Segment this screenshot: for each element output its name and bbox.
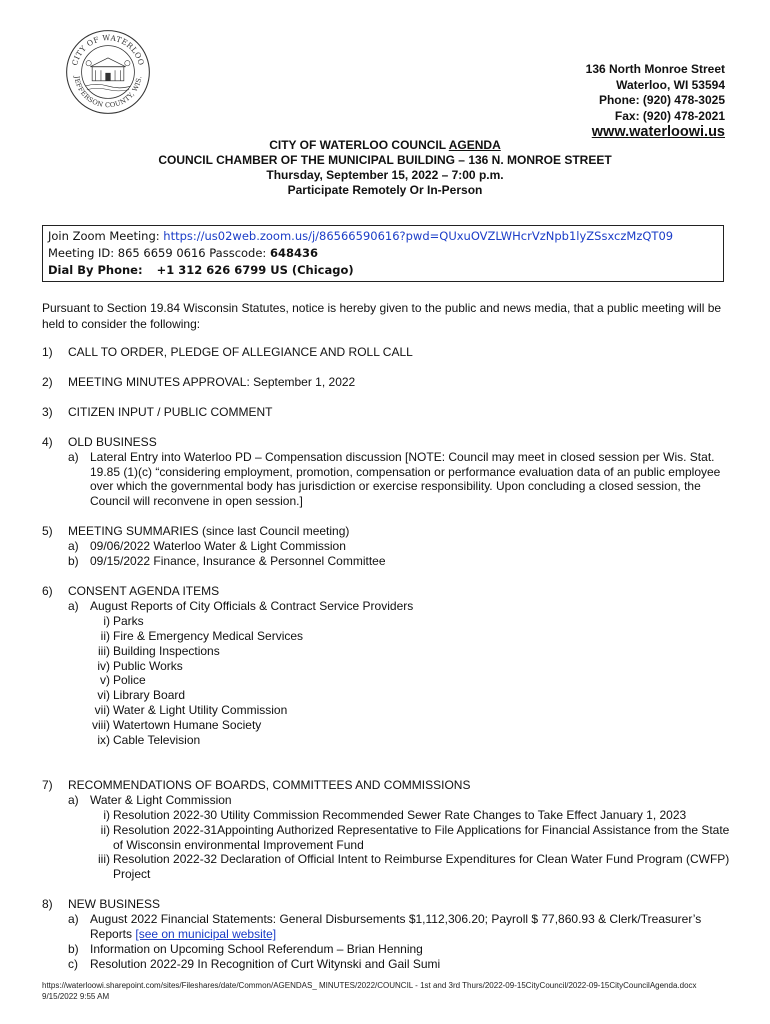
zoom-dial-line [48, 262, 718, 279]
resolution-text: Resolution 2022-31Appointing Authorized Representative to File Applications for Financial Assistance from the State of Wisconsin environmental Improvement Fund [113, 822, 730, 852]
item-number: 7) [42, 777, 53, 792]
fax-number: Fax: (920) 478-2021 [614, 108, 725, 123]
agenda-item-5 [42, 524, 732, 569]
item-number: 4) [42, 434, 53, 449]
zoom-dial-label: Dial By Phone: [48, 263, 143, 277]
resolution-item [90, 852, 732, 882]
agenda-item-3 [42, 405, 732, 420]
sub-item-letter: a) [68, 792, 79, 807]
sub-item [68, 450, 732, 510]
notice-intro: Pursuant to Section 19.84 Wisconsin Statutes, notice is hereby given to the public and news media, that a public meeting will be held to consider the following: [42, 301, 722, 331]
agenda-title [0, 138, 770, 153]
agenda-title-block [0, 138, 770, 198]
sub-item-text: Lateral Entry into Waterloo PD – Compensation discussion [NOTE: Council may meet in closed session per Wis. Stat. 19.85 (1)(c) “considering employment, promotion, compensation or performance evaluation data of an public employee over which the governmental body has jurisdiction or exercise responsibility. Upon concluding a closed session, the Council will reconvene in open session.] [90, 449, 721, 509]
item-number: 2) [42, 374, 53, 389]
city-seal-logo [64, 28, 152, 116]
roman-numeral: iii) [98, 852, 110, 867]
report-item [90, 703, 732, 718]
phone-number: Phone: (920) 478-3025 [598, 93, 725, 107]
roman-numeral: ix) [97, 733, 110, 748]
roman-numeral: ii) [100, 822, 110, 837]
sub-item [68, 539, 732, 554]
sub-item-letter: a) [68, 912, 79, 927]
sub-item [68, 599, 732, 614]
document-footer [42, 980, 697, 1002]
resolution-text: Resolution 2022-32 Declaration of Official Intent to Reimburse Expenditures for Clean Water Fund Program (CWFP) Project [113, 852, 730, 882]
report-item [90, 614, 732, 629]
report-text: Building Inspections [113, 643, 220, 658]
sub-item [68, 554, 732, 569]
sub-item [68, 912, 732, 942]
roman-numeral: iv) [97, 658, 110, 673]
municipal-website-link[interactable]: [see on municipal website] [135, 927, 277, 942]
item-text: CALL TO ORDER, PLEDGE OF ALLEGIANCE AND ROLL CALL [68, 345, 413, 359]
sub-item-text: August Reports of City Officials & Contract Service Providers [90, 598, 414, 613]
city-address-block [586, 62, 725, 141]
item-text: RECOMMENDATIONS OF BOARDS, COMMITTEES AND COMMISSIONS [68, 777, 471, 792]
report-item [90, 673, 732, 688]
resolution-item [90, 808, 732, 823]
roman-numeral: iii) [98, 643, 110, 658]
file-path: https://waterloowi.sharepoint.com/sites/Fileshares/date/Common/AGENDAS_ MINUTES/2022/COUNCIL - 1st and 3rd Thurs/2022-09-15CityCouncil/2022-09-15CityCouncilAgenda.docx [42, 981, 697, 990]
item-text: OLD BUSINESS [68, 434, 157, 449]
zoom-dial-number: +1 312 626 6799 US (Chicago) [156, 263, 354, 277]
item-text: CITIZEN INPUT / PUBLIC COMMENT [68, 404, 273, 419]
sub-item-text: 09/06/2022 Waterloo Water & Light Commission [90, 539, 346, 554]
participation-note: Participate Remotely Or In-Person [287, 183, 483, 197]
roman-numeral: v) [100, 673, 110, 688]
item-number: 6) [42, 583, 53, 598]
sub-item [68, 957, 732, 972]
roman-numeral: vii) [94, 703, 110, 718]
report-text: Public Works [113, 658, 183, 673]
report-text: Police [113, 673, 146, 688]
item-text: MEETING MINUTES APPROVAL: September 1, 2022 [68, 374, 356, 389]
sub-item-text: 09/15/2022 Finance, Insurance & Personnel Committee [90, 554, 386, 569]
report-text: Water & Light Utility Commission [113, 703, 288, 718]
meeting-location: COUNCIL CHAMBER OF THE MUNICIPAL BUILDING – 136 N. MONROE STREET [158, 153, 612, 167]
roman-numeral: vi) [97, 688, 110, 703]
agenda-item-1 [42, 345, 732, 360]
agenda-item-4 [42, 435, 732, 510]
website-link[interactable]: www.waterloowi.us [591, 124, 725, 140]
report-item [90, 718, 732, 733]
report-item [90, 644, 732, 659]
zoom-join-label: Join Zoom Meeting: [48, 229, 164, 243]
item-text: NEW BUSINESS [68, 897, 161, 912]
report-item [90, 733, 732, 748]
meeting-datetime: Thursday, September 15, 2022 – 7:00 p.m. [266, 168, 504, 182]
report-text: Watertown Humane Society [113, 718, 262, 733]
zoom-info-box [42, 225, 724, 282]
item-text: CONSENT AGENDA ITEMS [68, 583, 220, 598]
resolution-item [90, 823, 732, 853]
print-date: 9/15/2022 9:55 AM [42, 992, 110, 1001]
roman-numeral: ii) [100, 628, 110, 643]
report-item [90, 659, 732, 674]
agenda-title-prefix: CITY OF WATERLOO COUNCIL [269, 138, 449, 152]
roman-numeral: viii) [92, 718, 110, 733]
agenda-item-7 [42, 778, 732, 882]
zoom-meeting-id-line [48, 245, 718, 262]
agenda-title-underlined: AGENDA [448, 138, 501, 152]
svg-text:JEFFERSON COUNTY, WIS.: JEFFERSON COUNTY, WIS. [72, 75, 144, 110]
item-number: 1) [42, 345, 53, 359]
agenda-item-2 [42, 375, 732, 390]
sub-item-text: Information on Upcoming School Referendum – Brian Henning [90, 942, 423, 956]
report-text: Library Board [113, 688, 186, 703]
street-address: 136 North Monroe Street [585, 62, 725, 76]
sub-item-letter: a) [68, 449, 79, 464]
item-number: 3) [42, 404, 53, 419]
item-number: 8) [42, 897, 53, 912]
agenda-items [42, 345, 732, 972]
report-text: Cable Television [113, 733, 201, 748]
zoom-join-line [48, 228, 718, 245]
sub-item [68, 942, 732, 957]
sub-item-letter: c) [68, 956, 78, 971]
zoom-meeting-id-label: Meeting ID: 865 6659 0616 Passcode: [48, 246, 270, 260]
report-text: Parks [113, 613, 144, 628]
zoom-join-link[interactable]: https://us02web.zoom.us/j/86566590616?pwd=QUxuOVZLWHcrVzNpb1lyZSsxczMzQT09 [163, 229, 674, 243]
agenda-item-8 [42, 897, 732, 972]
city-state-zip: Waterloo, WI 53594 [616, 77, 725, 92]
roman-numeral: i) [103, 613, 110, 628]
report-item [90, 629, 732, 644]
roman-numeral: i) [103, 807, 110, 822]
report-text: Fire & Emergency Medical Services [113, 628, 304, 643]
svg-text:CITY OF WATERLOO: CITY OF WATERLOO [70, 33, 146, 67]
sub-item-letter: a) [68, 598, 79, 613]
zoom-passcode: 648436 [269, 246, 318, 260]
sub-item-text: Water & Light Commission [90, 792, 232, 807]
sub-item-text: August 2022 Financial Statements: General Disbursements $1,112,306.20; Payroll $ 77,860.93 & Clerk/Treasurer’s Reports [90, 912, 702, 942]
sub-item [68, 793, 732, 808]
sub-item-letter: b) [68, 554, 79, 569]
sub-item-letter: a) [68, 539, 79, 554]
sub-item-letter: b) [68, 942, 79, 956]
resolution-text: Resolution 2022-30 Utility Commission Recommended Sewer Rate Changes to Take Effect January 1, 2023 [113, 807, 687, 822]
item-number: 5) [42, 524, 53, 539]
agenda-item-6 [42, 584, 732, 748]
item-text: MEETING SUMMARIES (since last Council meeting) [68, 524, 350, 539]
report-item [90, 688, 732, 703]
sub-item-text: Resolution 2022-29 In Recognition of Curt Witynski and Gail Sumi [90, 956, 441, 971]
